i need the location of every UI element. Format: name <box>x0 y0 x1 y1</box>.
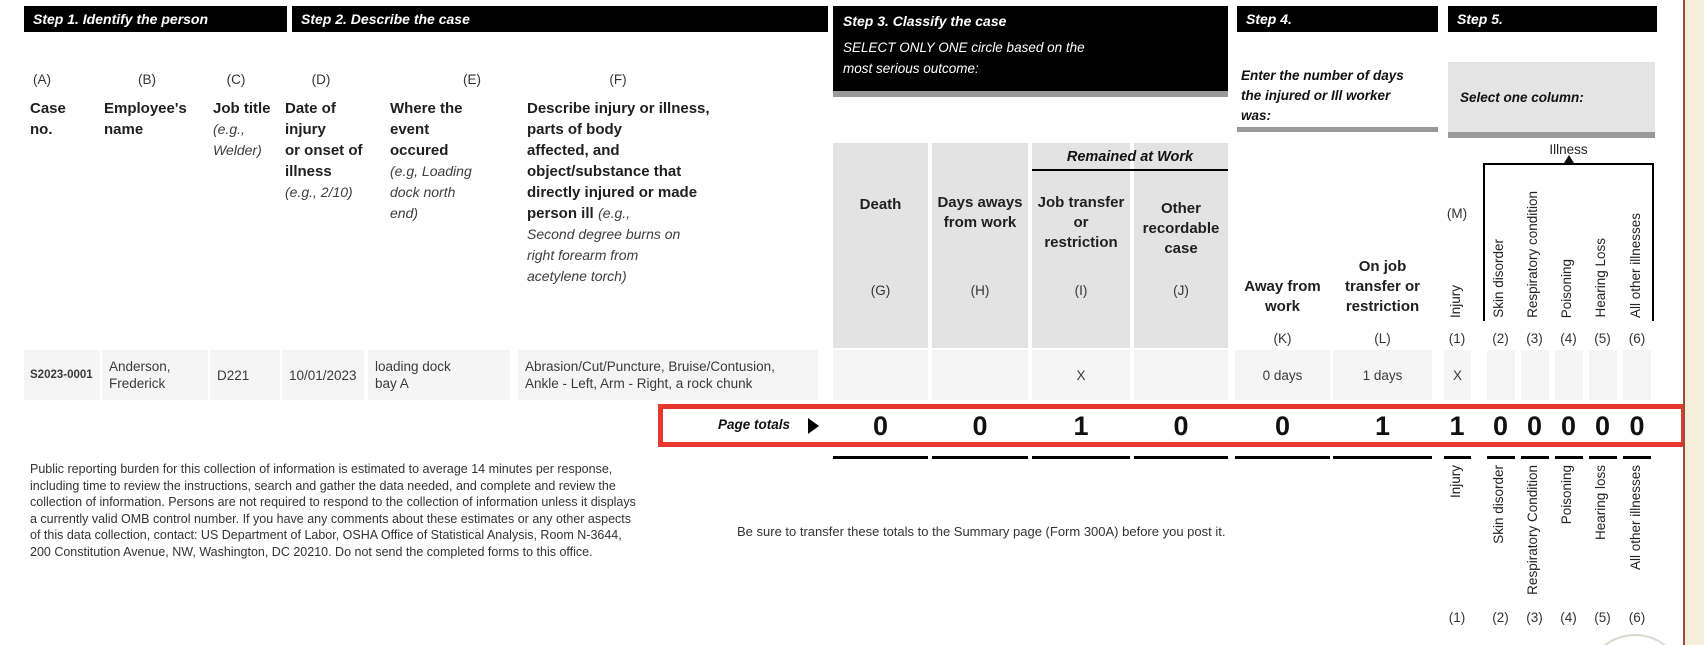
illness-arrow-icon <box>1564 155 1574 163</box>
column-letter-g: (G) <box>870 283 891 298</box>
classify-column-job-transfer <box>1032 143 1130 348</box>
cell-transfer-days[interactable]: 1 days <box>1333 350 1432 400</box>
cell-other-recordable[interactable] <box>1134 350 1228 400</box>
total-away-days: 0 <box>1274 411 1291 441</box>
column-letter-e: (E) <box>463 72 481 87</box>
bottom-number-5: (5) <box>1594 610 1611 625</box>
total-all-other: 0 <box>1629 411 1645 441</box>
step1-header <box>24 6 287 32</box>
step5-instruction-box <box>1448 62 1655 138</box>
cell-employee-name[interactable]: Anderson, Frederick <box>102 350 208 400</box>
cell-skin-disorder[interactable] <box>1487 350 1515 400</box>
cell-injury[interactable]: X <box>1444 350 1471 400</box>
total-underline <box>1623 456 1651 459</box>
column-letter-d: (D) <box>311 72 331 87</box>
bottom-number-4: (4) <box>1560 610 1577 625</box>
transfer-note: Be sure to transfer these totals to the Summary page (Form 300A) before you post it. <box>737 524 1226 539</box>
cell-poisoning[interactable] <box>1555 350 1583 400</box>
total-underline <box>833 456 928 459</box>
column-number-4: (4) <box>1560 331 1577 346</box>
all-other-illnesses-bottom-label: All other illnesses <box>1628 465 1643 571</box>
cell-hearing-loss[interactable] <box>1589 350 1617 400</box>
step1-title: Step 1. Identify the person <box>33 11 209 27</box>
cell-days-away[interactable] <box>932 350 1028 400</box>
page-totals-arrow-icon <box>808 418 819 434</box>
step4-instruction: Enter the number of days the injured or Ill worker was: <box>1241 68 1404 123</box>
cell-case-no[interactable]: S2023-0001 <box>24 350 100 400</box>
total-transfer-days: 1 <box>1374 411 1391 441</box>
column-letter-k: (K) <box>1273 331 1292 346</box>
illness-heading: Illness <box>1549 142 1588 157</box>
column-letter-j: (J) <box>1173 283 1189 298</box>
cell-date-of-injury[interactable]: 10/01/2023 <box>282 350 364 400</box>
poisoning-column-label: Poisoning <box>1559 258 1574 318</box>
total-underline <box>1555 456 1583 459</box>
column-number-3: (3) <box>1526 331 1543 346</box>
column-header-describe-injury: Describe injury or illness, parts of body affected, and object/substance that directly injured or made person ill (e.g., Second degree burns on right forearm from acetylene torch) <box>527 100 710 284</box>
step2-header <box>292 6 828 32</box>
cell-respiratory[interactable] <box>1521 350 1549 400</box>
classify-column-days-away <box>932 143 1028 348</box>
remained-at-work-heading: Remained at Work <box>1032 149 1228 171</box>
total-other-recordable: 0 <box>1173 411 1189 441</box>
total-underline <box>1444 456 1471 459</box>
column-letter-c: (C) <box>226 72 246 87</box>
total-days-away: 0 <box>972 411 988 441</box>
respiratory-condition-bottom-label: Respiratory Condition <box>1525 465 1540 595</box>
column-number-1: (1) <box>1448 331 1466 346</box>
total-respiratory: 0 <box>1526 411 1543 441</box>
bottom-number-1: (1) <box>1448 610 1466 625</box>
on-job-transfer-label: On job transfer or restriction <box>1344 258 1421 315</box>
cell-job-title[interactable]: D221 <box>210 350 280 400</box>
classify-column-other-recordable <box>1134 143 1228 348</box>
death-label: Death <box>859 196 902 213</box>
skin-disorder-column-label: Skin disorder <box>1491 239 1506 318</box>
total-underline <box>1032 456 1130 459</box>
column-number-2: (2) <box>1492 331 1509 346</box>
total-skin-disorder: 0 <box>1492 411 1509 441</box>
injury-column-label: Injury <box>1448 284 1463 318</box>
step5-instruction: Select one column: <box>1460 89 1584 105</box>
total-underline <box>1487 456 1515 459</box>
cell-death[interactable] <box>833 350 928 400</box>
column-letter-m: (M) <box>1446 206 1468 221</box>
column-letter-i: (I) <box>1074 283 1088 298</box>
cell-job-transfer[interactable]: X <box>1032 350 1130 400</box>
bottom-number-3: (3) <box>1526 610 1543 625</box>
step4-title: Step 4. <box>1246 11 1292 27</box>
away-from-work-label: Away from work <box>1244 278 1321 315</box>
bottom-number-6: (6) <box>1628 610 1646 625</box>
total-underline <box>1589 456 1617 459</box>
step2-title: Step 2. Describe the case <box>301 11 470 27</box>
step3-subtitle-line2: most serious outcome: <box>843 61 979 76</box>
job-transfer-label: Job transfer or restriction <box>1037 194 1125 251</box>
page-curl-circle <box>1585 634 1685 645</box>
total-underline <box>1333 456 1432 459</box>
days-away-label: Days aways from work <box>937 194 1023 231</box>
column-letter-b: (B) <box>138 72 156 87</box>
column-number-6: (6) <box>1628 331 1646 346</box>
column-letter-h: (H) <box>970 283 990 298</box>
cell-where-occurred[interactable]: loading dock bay A <box>368 350 510 400</box>
column-header-employee-name: Employee's name <box>104 100 187 138</box>
column-header-job-title: Job title (e.g., Welder) <box>213 100 271 158</box>
step3-title: Step 3. Classify the case <box>843 13 1007 29</box>
page-totals-label: Page totals <box>717 417 790 432</box>
skin-disorder-bottom-label: Skin disorder <box>1491 465 1506 544</box>
step3-header <box>833 6 1228 91</box>
hearing-loss-column-label: Hearing Loss <box>1593 238 1608 318</box>
column-header-case-no: Case no. <box>30 100 66 138</box>
step3-divider-bar <box>833 91 1228 97</box>
column-header-where-occurred: Where the event occured (e.g, Loading dock north end) <box>390 100 472 221</box>
total-job-transfer: 1 <box>1073 411 1089 441</box>
other-recordable-label: Other recordable case <box>1142 200 1220 257</box>
total-underline <box>1521 456 1549 459</box>
total-underline <box>1134 456 1228 459</box>
step3-subtitle-line1: SELECT ONLY ONE circle based on the <box>843 40 1085 55</box>
total-death: 0 <box>872 411 889 441</box>
step4-header <box>1237 6 1438 32</box>
cell-description[interactable]: Abrasion/Cut/Puncture, Bruise/Contusion, Ankle - Left, Arm - Right, a rock chunk <box>518 350 818 400</box>
total-poisoning: 0 <box>1560 411 1577 441</box>
all-other-illnesses-column-label: All other illnesses <box>1628 212 1643 318</box>
column-header-date-of-injury: Date of injury or onset of illness (e.g., 2/10) <box>285 100 363 200</box>
bottom-number-2: (2) <box>1492 610 1509 625</box>
column-number-5: (5) <box>1594 331 1611 346</box>
column-letter-f: (F) <box>609 72 627 87</box>
burden-statement: Public reporting burden for this collection of information is estimated to average 14 minutes per response, including time to review the instructions, search and gather the data needed, and complete and review the collection of information. Persons are not required to respond to the collection of information unless it displays a currently valid OMB control number. If you have any comments about these estimates or any other aspects of this data collection, contact: US Department of Labor, OSHA Office of Statistical Analysis, Room N-3644, 200 Constitution Avenue, NW, Washington, DC 20210. Do not send the completed forms to this office. <box>30 462 636 559</box>
column-letter-a: (A) <box>33 72 51 87</box>
step5-title: Step 5. <box>1457 11 1503 27</box>
respiratory-condition-column-label: Respiratory condition <box>1525 191 1540 318</box>
cell-away-days[interactable]: 0 days <box>1235 350 1330 400</box>
column-letter-l: (L) <box>1374 331 1391 346</box>
classify-column-death <box>833 143 928 348</box>
total-underline <box>932 456 1028 459</box>
poisoning-bottom-label: Poisoning <box>1559 465 1574 525</box>
step5-header <box>1448 6 1657 32</box>
total-injury: 1 <box>1449 411 1465 441</box>
total-hearing-loss: 0 <box>1594 411 1611 441</box>
page-edge-strip <box>1683 0 1704 645</box>
total-underline <box>1235 456 1330 459</box>
cell-all-other[interactable] <box>1623 350 1651 400</box>
injury-bottom-label: Injury <box>1448 465 1463 499</box>
step4-divider-bar <box>1237 127 1438 132</box>
hearing-loss-bottom-label: Hearing loss <box>1593 465 1608 541</box>
